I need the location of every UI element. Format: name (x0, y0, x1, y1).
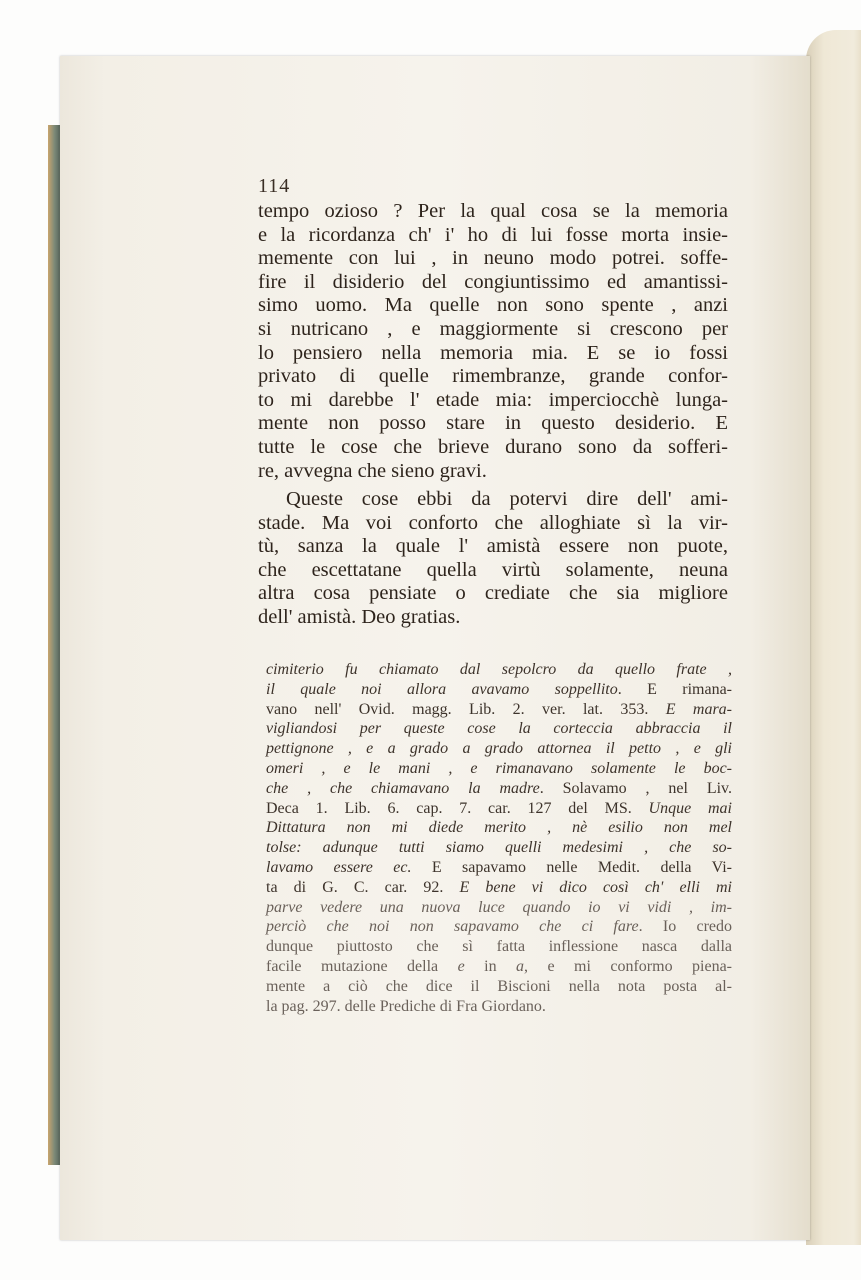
footnote-line (266, 759, 732, 779)
italic-text: cimiterio fu chiamato dal sepolcro da quello frate , (266, 661, 732, 678)
main-paragraph-1 (258, 200, 728, 483)
footnote-line (266, 818, 732, 838)
italic-text: e (457, 957, 465, 975)
footnote-line (266, 937, 732, 957)
text-line: stade. Ma voi conforto che alloghiate sì la vir- (258, 511, 728, 534)
footnote (266, 660, 732, 1016)
footnote-line (266, 680, 732, 700)
text-line: Queste cose ebbi da potervi dire dell' ami- (286, 488, 728, 510)
footnote-line (266, 660, 732, 680)
italic-text: tolse: adunque tutti siamo quelli medesimi , che so- (266, 839, 732, 857)
italic-text: vigliandosi per queste cose la corteccia abbraccia il (266, 720, 732, 738)
footnote-line (266, 858, 732, 878)
footnote-line (266, 957, 732, 977)
facing-page-edge (806, 30, 861, 1245)
roman-text: . Solavamo , nel Liv. (539, 779, 733, 797)
footnote-line (266, 917, 732, 937)
italic-text: il quale noi allora avavamo soppellito (266, 680, 618, 698)
italic-text: lavamo essere ec. (266, 858, 432, 876)
footnote-line (266, 878, 732, 898)
text-line: mente non posso stare in questo desiderio. E (258, 412, 728, 435)
italic-text: E bene vi dico così ch' elli mi (459, 878, 732, 896)
roman-text: dunque piuttosto che sì fatta inflessione nasca dalla (266, 938, 732, 956)
roman-text: la pag. 297. delle Prediche di Fra Giordano. (266, 997, 546, 1015)
italic-text: Unque mai (648, 799, 732, 817)
italic-text: E mara- (665, 700, 732, 718)
roman-text: Deca 1. Lib. 6. cap. 7. car. 127 del MS. (266, 799, 649, 817)
text-line: lo pensiero nella memoria mia. E se io fossi (258, 341, 728, 364)
footnote-line (266, 799, 732, 819)
text-line: simo uomo. Ma quelle non sono spente , anzi (258, 294, 728, 317)
italic-text: Dittatura non mi diede merito , nè esilio non mel (266, 819, 732, 837)
roman-text: E sapavamo nelle Medit. della Vi- (431, 858, 732, 876)
text-line: memente con lui , in neuno modo potrei. soffe- (258, 247, 728, 270)
main-paragraph-2 (258, 488, 728, 630)
footnote-line (266, 719, 732, 739)
roman-text: , e mi conformo piena- (524, 957, 732, 975)
text-line: tempo ozioso ? Per la qual cosa se la memoria (258, 200, 728, 222)
footnote-line (266, 700, 732, 720)
text-line: dell' amistà. Deo gratias. (258, 605, 461, 628)
text-line: si nutricano , e maggiormente si crescono per (258, 317, 728, 340)
text-line: privato di quelle rimembranze, grande confor- (258, 365, 728, 388)
footnote-line (266, 977, 732, 997)
roman-text: mente a ciò che dice il Biscioni nella nota posta al- (266, 977, 732, 995)
roman-text: . E rimana- (617, 680, 732, 698)
text-line: tù, sanza la quale l' amistà essere non puote, (258, 535, 728, 558)
text-line: e la ricordanza ch' i' ho di lui fosse morta insie- (258, 223, 728, 246)
text-line: re, avvegna che sieno gravi. (258, 459, 487, 482)
footnote-line (266, 997, 732, 1017)
roman-text: . Io credo (638, 918, 732, 936)
italic-text: parve vedere una nuova luce quando io vi vidi , im- (266, 898, 732, 916)
roman-text: facile mutazione della (266, 957, 458, 975)
page-number: 114 (258, 175, 291, 197)
roman-text: in (464, 957, 517, 975)
italic-text: omeri , e le mani , e rimanavano solamente le boc- (266, 759, 732, 777)
text-line: che escettatane quella virtù solamente, neuna (258, 558, 728, 581)
italic-text: pettignone , e a grado a grado attornea il petto , e gli (266, 740, 732, 758)
text-line: fire il disiderio del congiuntissimo ed amantissi- (258, 270, 728, 293)
roman-text: ta di G. C. car. 92. (266, 878, 460, 896)
footnote-line (266, 779, 732, 799)
text-line: altra cosa pensiate o crediate che sia migliore (258, 582, 728, 605)
text-line: tutte le cose che brieve durano sono da sofferi- (258, 435, 728, 458)
text-line: to mi darebbe l' etade mia: imperciocchè lunga- (258, 388, 728, 411)
footnote-line (266, 898, 732, 918)
footnote-line (266, 838, 732, 858)
footnote-line (266, 739, 732, 759)
italic-text: perciò che noi non sapavamo che ci fare (266, 918, 639, 936)
roman-text: vano nell' Ovid. magg. Lib. 2. ver. lat. 353. (266, 700, 666, 718)
italic-text: a (516, 957, 525, 975)
italic-text: che , che chiamavano la madre (266, 779, 540, 797)
